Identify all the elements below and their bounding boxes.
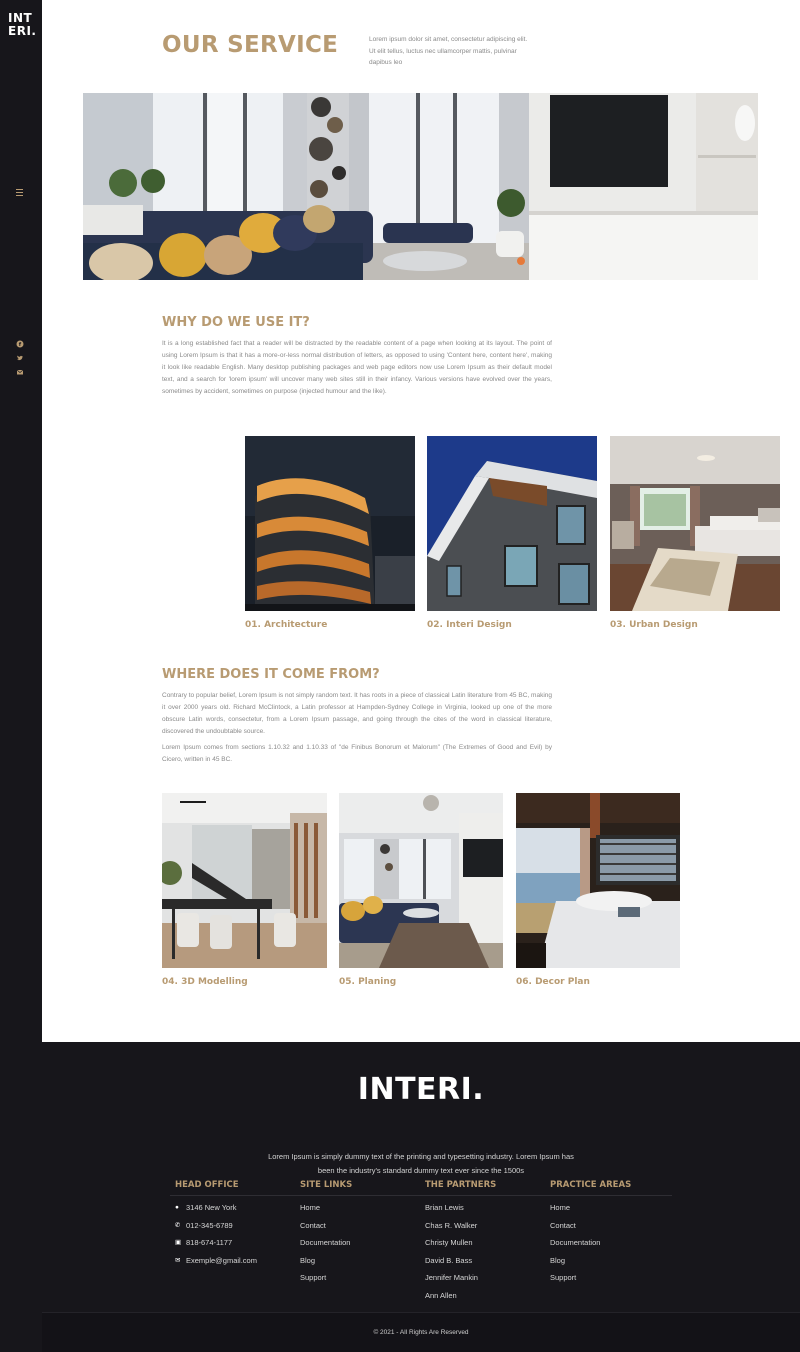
service-caption-decor-plan[interactable]: 06. Decor Plan (516, 977, 590, 987)
footer (42, 1042, 800, 1352)
service-caption-architecture[interactable]: 01. Architecture (245, 620, 328, 630)
footer-partner-link[interactable]: David B. Bass (425, 1255, 473, 1265)
where-paragraph-2: Lorem Ipsum comes from sections 1.10.32 and 1.10.33 of "de Finibus Bonorum et Malorum" (The Extremes of Good and Evil) by Cicero, written in 45 BC. (162, 744, 552, 763)
section-title-why: WHY DO WE USE IT? (162, 315, 310, 330)
footer-partner-link[interactable]: Christy Mullen (425, 1238, 473, 1247)
footer-col-head-office (175, 1180, 293, 1269)
footer-phone-text: 012-345-6789 (186, 1220, 233, 1230)
footer-address (175, 1199, 293, 1217)
service-card-decor-plan-image[interactable] (516, 793, 680, 968)
location-pin-icon: ● (175, 1204, 179, 1211)
menu-icon[interactable] (16, 189, 24, 197)
envelope-icon: ✉ (175, 1256, 181, 1264)
footer-practice-link-support[interactable]: Support (550, 1273, 577, 1282)
footer-col-partners (425, 1180, 543, 1304)
copyright-text: © 2021 - All Rights Are Reserved (373, 1329, 469, 1336)
footer-link-blog[interactable]: Blog (300, 1255, 316, 1265)
footer-description: Lorem Ipsum is simply dummy text of the printing and typesetting industry. Lorem Ipsum has been the industry's standard dummy text ever since the 1500s (268, 1152, 574, 1175)
logo-line-1: INT (8, 11, 33, 25)
where-paragraph-1: Contrary to popular belief, Lorem Ipsum is not simply random text. It has roots in a piece of classical Latin literature from 45 BC, making it over 2000 years old. Richard McClintock, a Latin professor at Hampden-Sydney College in Virginia, looked up one of the more obscure Latin words, consectetur, from a Lorem Ipsum passage, and going through the cites of the word in classical literature, discovered the undoubtable source. (162, 692, 552, 735)
svg-text:f: f (18, 342, 22, 348)
footer-link-documentation[interactable]: Documentation (300, 1238, 351, 1247)
footer-partner-link[interactable]: Brian Lewis (425, 1203, 464, 1212)
service-card-planing-image[interactable] (339, 793, 503, 968)
service-card-architecture-image[interactable] (245, 436, 415, 611)
service-caption-interior-design[interactable]: 02. Interi Design (427, 620, 512, 630)
footer-practice-link-contact[interactable]: Contact (550, 1220, 576, 1230)
footer-partner-link[interactable]: Ann Allen (425, 1290, 457, 1300)
service-card-3d-modelling-image[interactable] (162, 793, 327, 968)
footer-practice-link-home[interactable]: Home (550, 1203, 571, 1212)
hero-living-room-image (83, 93, 758, 280)
footer-practice-link-blog[interactable]: Blog (550, 1255, 566, 1265)
phone-icon: ✆ (175, 1221, 181, 1229)
twitter-icon[interactable] (16, 354, 24, 362)
footer-link-support[interactable]: Support (300, 1273, 327, 1282)
logo-line-2: ERI. (8, 24, 37, 38)
service-caption-planing[interactable]: 05. Planing (339, 977, 397, 987)
footer-fax-text: 818-674-1177 (186, 1238, 233, 1247)
mail-icon[interactable] (16, 368, 24, 376)
footer-email-text: Exemple@gmail.com (186, 1255, 257, 1265)
footer-heading-head-office: HEAD OFFICE (175, 1180, 239, 1190)
footer-col-site-links (300, 1180, 418, 1287)
footer-heading-site-links: SITE LINKS (300, 1180, 353, 1190)
section-title-where: WHERE DOES IT COME FROM? (162, 667, 380, 682)
service-caption-urban-design[interactable]: 03. Urban Design (610, 620, 698, 630)
footer-bottom-bar (42, 1312, 800, 1352)
footer-col-practice-areas (550, 1180, 668, 1287)
logo[interactable] (8, 12, 38, 38)
fax-icon: ▣ (175, 1239, 182, 1246)
sidebar (0, 0, 42, 1352)
service-card-urban-design-image[interactable] (610, 436, 780, 611)
footer-practice-link-documentation[interactable]: Documentation (550, 1238, 601, 1247)
footer-heading-partners: THE PARTNERS (425, 1180, 497, 1190)
hero-description: Lorem ipsum dolor sit amet, consectetur adipiscing elit. Ut elit tellus, luctus nec ullamcorper mattis, pulvinar dapibus leo (369, 36, 528, 66)
facebook-icon[interactable] (16, 340, 24, 348)
footer-brand: INTERI. (357, 1072, 485, 1107)
why-paragraph: It is a long established fact that a reader will be distracted by the readable content of a page when looking at its layout. The point of using Lorem Ipsum is that it has a more-or-less normal distribution of letters, as opposed to using 'Content here, content here', making it look like readable English. Many desktop publishing packages and web page editors now use Lorem Ipsum as their default model text, and a search for 'lorem ipsum' will uncover many web sites still in their infancy. Various versions have evolved over the years, sometimes by accident, sometimes on purpose (injected humour and the like). (162, 340, 552, 395)
service-caption-3d-modelling[interactable]: 04. 3D Modelling (162, 977, 248, 987)
page-title: OUR SERVICE (162, 32, 339, 58)
footer-partner-link[interactable]: Chas R. Walker (425, 1220, 478, 1230)
footer-link-contact[interactable]: Contact (300, 1220, 326, 1230)
footer-email[interactable] (175, 1252, 293, 1270)
footer-phone[interactable] (175, 1217, 293, 1235)
footer-partner-link[interactable]: Jennifer Mankin (425, 1273, 478, 1282)
footer-address-text: 3146 New York (186, 1203, 237, 1212)
footer-heading-practice-areas: PRACTICE AREAS (550, 1180, 632, 1190)
footer-link-home[interactable]: Home (300, 1203, 321, 1212)
service-card-interior-design-image[interactable] (427, 436, 597, 611)
footer-fax (175, 1234, 293, 1252)
